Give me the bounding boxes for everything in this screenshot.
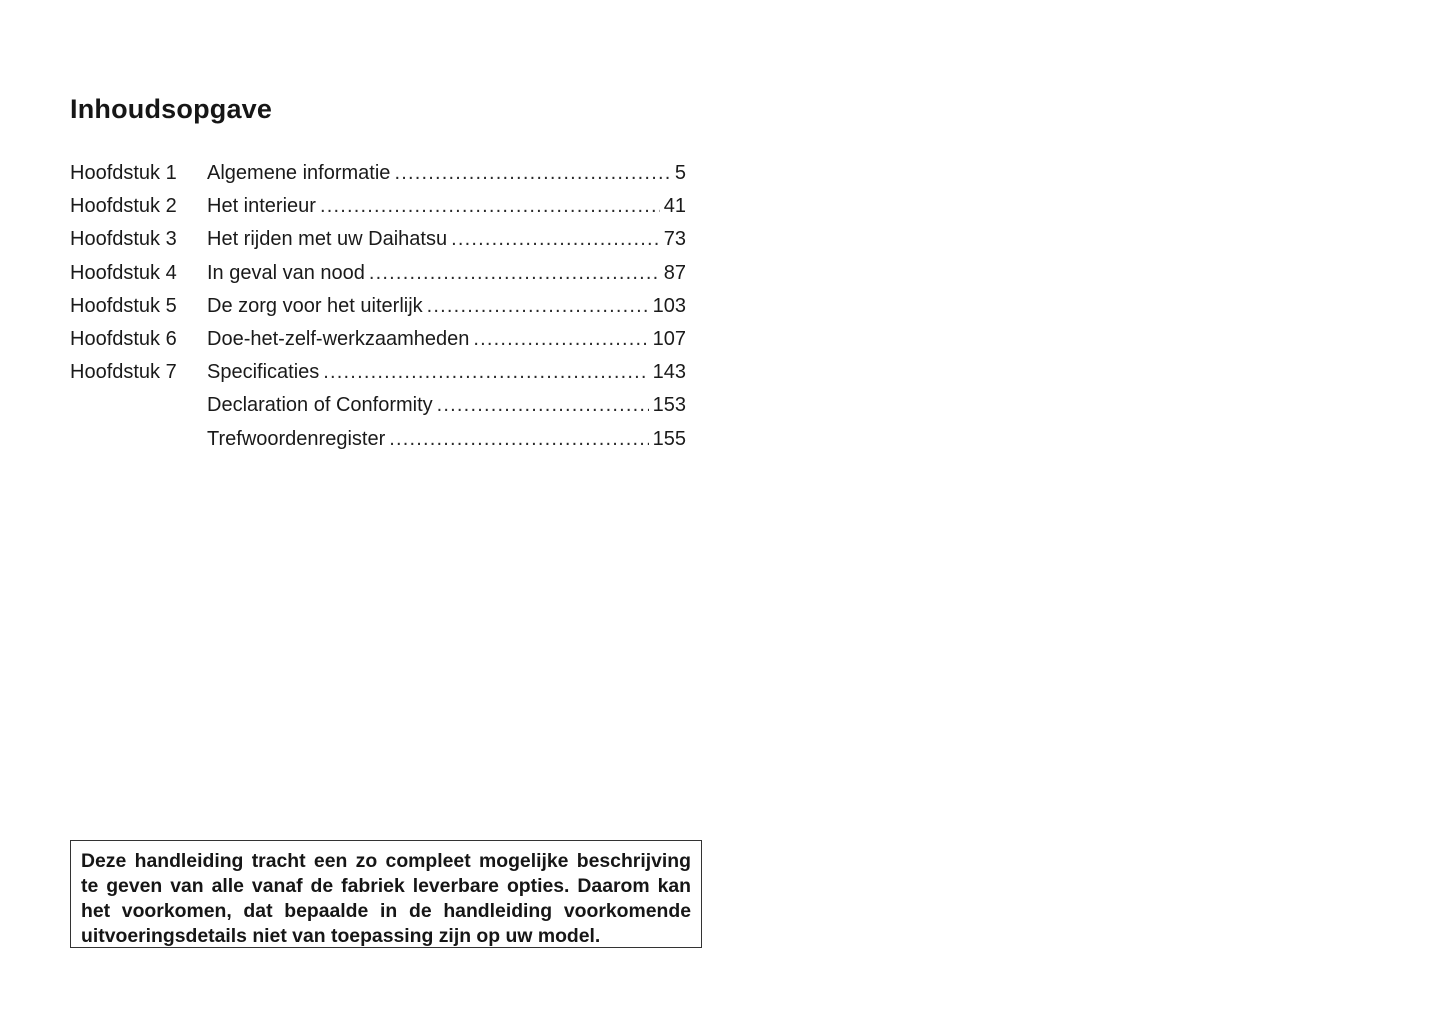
toc-page-number: 41 bbox=[663, 195, 686, 218]
toc-entry-title: Het interieur bbox=[207, 195, 316, 218]
toc-page-number: 107 bbox=[652, 327, 686, 350]
toc-entry-7 bbox=[70, 356, 686, 389]
toc-chapter-label: Hoofdstuk 3 bbox=[70, 228, 177, 251]
toc-entry-4 bbox=[70, 257, 686, 290]
toc-page-number: 5 bbox=[674, 162, 686, 184]
toc-entry-2 bbox=[70, 190, 686, 223]
toc-chapter-label: Hoofdstuk 5 bbox=[70, 294, 177, 317]
toc-chapter-label: Hoofdstuk 1 bbox=[70, 162, 177, 184]
toc-entry-title: Het rijden met uw Daihatsu bbox=[207, 228, 448, 251]
toc-page-number: 155 bbox=[652, 427, 686, 450]
toc-entry-title: De zorg voor het uiterlijk bbox=[207, 294, 423, 317]
toc-page-number: 153 bbox=[652, 394, 686, 417]
toc-entry-5 bbox=[70, 290, 686, 323]
toc-chapter-label: Hoofdstuk 6 bbox=[70, 327, 177, 350]
toc-entry-6 bbox=[70, 323, 686, 356]
toc-entry-title: Doe-het-zelf-werkzaamheden bbox=[207, 327, 470, 350]
toc-dot-leader bbox=[369, 257, 660, 290]
toc-dot-leader bbox=[437, 389, 649, 422]
toc-entry-3 bbox=[70, 223, 686, 256]
toc-dot-leader bbox=[389, 423, 648, 456]
toc-entry-declaration bbox=[70, 389, 686, 422]
toc-page-number: 87 bbox=[663, 261, 686, 284]
toc-page-number: 143 bbox=[652, 361, 686, 384]
toc-dot-leader bbox=[427, 290, 649, 323]
toc-entry-title: Declaration of Conformity bbox=[207, 394, 433, 417]
toc-entry-title: Trefwoordenregister bbox=[207, 427, 386, 450]
toc-entry-title: Specificaties bbox=[207, 361, 320, 384]
toc-entry-title: Algemene informatie bbox=[207, 162, 391, 184]
toc-chapter-label: Hoofdstuk 7 bbox=[70, 361, 177, 384]
toc-dot-leader bbox=[451, 223, 660, 256]
toc-chapter-label: Hoofdstuk 2 bbox=[70, 195, 177, 218]
toc-entry-1 bbox=[70, 157, 686, 190]
toc-chapter-label: Hoofdstuk 4 bbox=[70, 261, 177, 284]
toc-dot-leader bbox=[394, 157, 670, 190]
disclaimer-notice: Deze handleiding tracht een zo compleet mogelijke beschrijving te geven van alle vanaf de fabriek leverbare opties. Daarom kan het voorkomen, dat bepaalde in de handleiding voorkomende uitvoeringsdetails niet van toepassing zijn op uw model. bbox=[70, 840, 702, 948]
toc-dot-leader bbox=[473, 323, 648, 356]
table-of-contents bbox=[70, 157, 686, 456]
toc-page-number: 73 bbox=[663, 228, 686, 251]
toc-dot-leader bbox=[323, 356, 648, 389]
page-title: Inhoudsopgave bbox=[70, 94, 273, 124]
toc-dot-leader bbox=[320, 190, 660, 223]
toc-entry-index bbox=[70, 423, 686, 456]
toc-page-number: 103 bbox=[652, 294, 686, 317]
toc-entry-title: In geval van nood bbox=[207, 261, 365, 284]
